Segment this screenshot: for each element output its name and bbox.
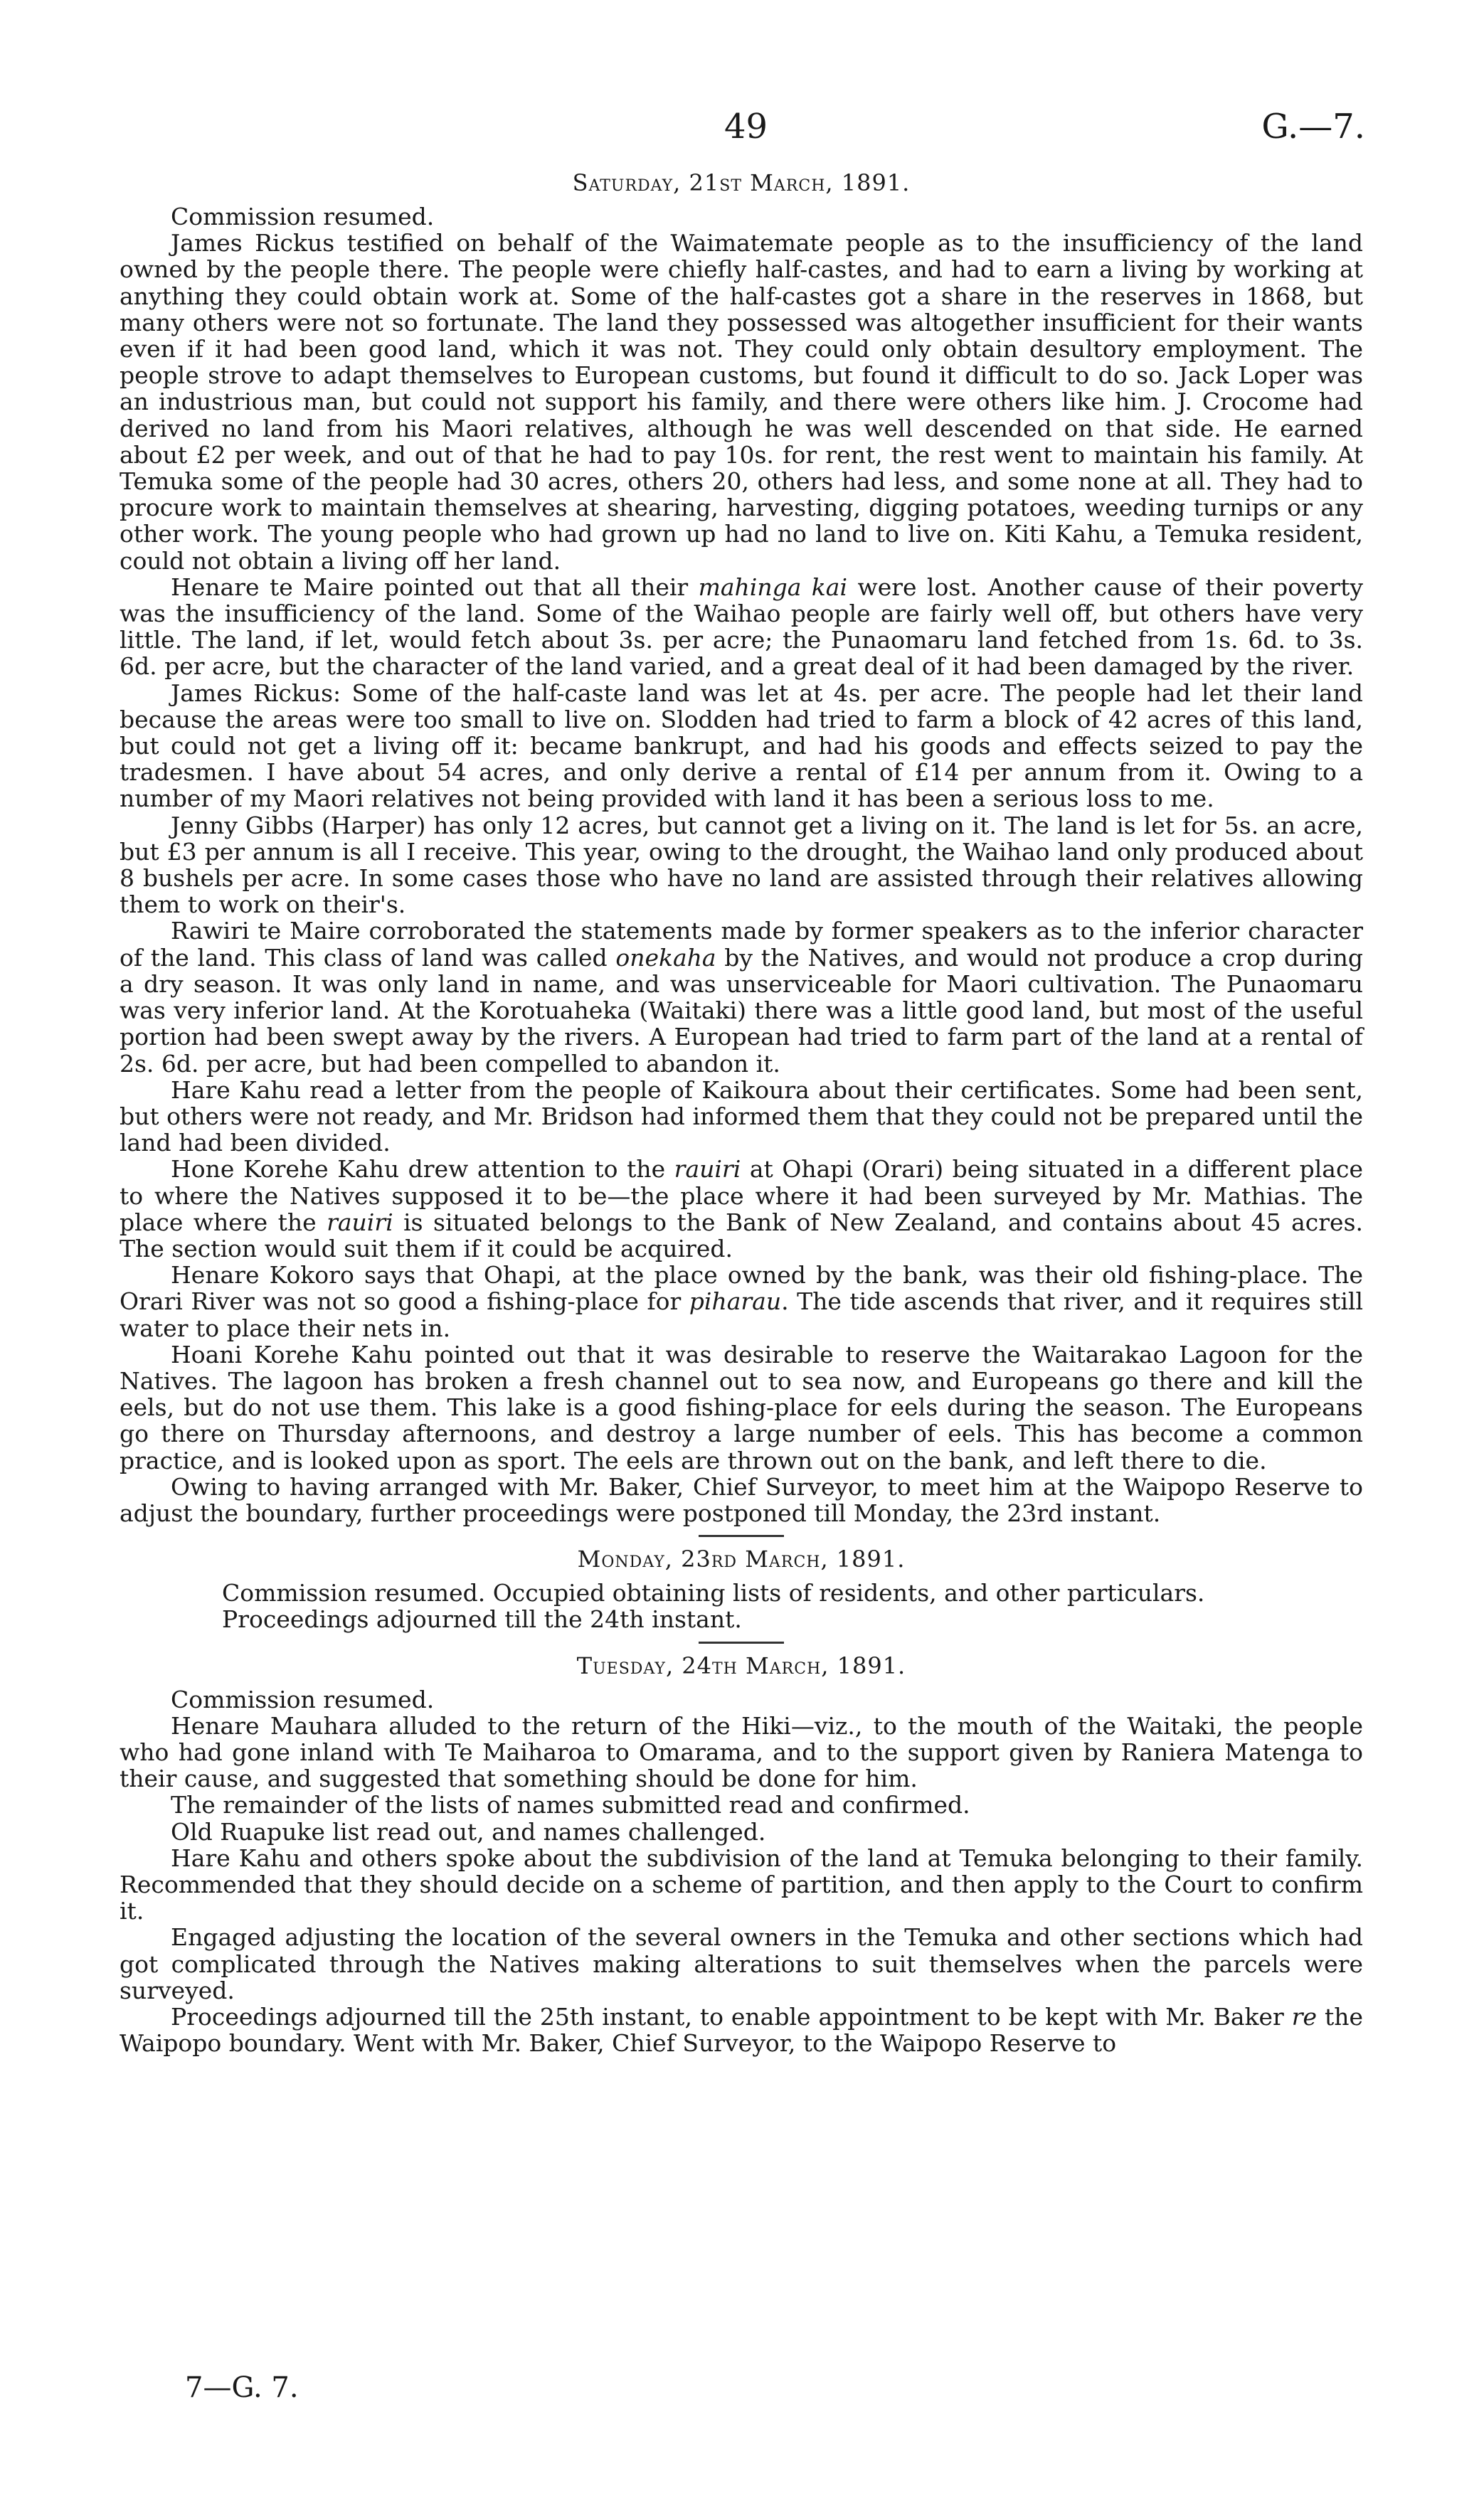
page-number: 49	[724, 107, 768, 147]
saturday-heading: Saturday, 21st March, 1891.	[572, 169, 911, 196]
maori-term: mahinga kai	[698, 573, 848, 601]
document-reference: G.—7.	[1261, 107, 1365, 147]
document-body	[120, 169, 1363, 2056]
maori-term: rauiri	[674, 1155, 741, 1184]
paragraph: Commission resumed.	[171, 1685, 435, 1713]
paragraph: Old Ruapuke list read out, and names challenged.	[171, 1817, 766, 1846]
paragraph: Proceedings adjourned till the 25th instant, to enable appointment to be kept with Mr. Baker re the Waipopo boundary. Went with Mr. Baker, Chief Surveyor, to the Waipopo Reserve to	[120, 2003, 1363, 2058]
paragraph: Rawiri te Maire corroborated the statements made by former speakers as to the inferior character of the land. This class of land was called onekaha by the Natives, and would not produce a crop during a dry season. It was only land in name, and was unserviceable for Maori cultivation. The Punaomaru was very inferior land. At the Korotuaheka (Waitaki) there was a little good land, but most of the useful portion had been swept away by the rivers. A European had tried to farm part of the land at a rental of 2s. 6d. per acre, but had been compelled to abandon it.	[120, 917, 1363, 1078]
paragraph: James Rickus: Some of the half-caste land was let at 4s. per acre. The people had let their land because the areas were too small to live on. Slodden had tried to farm a block of 42 acres of this land, but could not get a living off it: became bankrupt, and had his goods and effects seized to pay the tradesmen. I have about 54 acres, and only derive a rental of £14 per annum from it. Owing to a number of my Maori relatives not being provided with land it has been a serious loss to me.	[120, 679, 1363, 813]
maori-term: rauiri	[327, 1208, 393, 1236]
maori-term: onekaha	[615, 943, 716, 972]
section-divider	[699, 1535, 784, 1537]
paragraph: Henare te Maire pointed out that all their mahinga kai were lost. Another cause of their poverty was the insufficiency of the land. Some of the Waihao people are fairly well off, but others have very little. The land, if let, would fetch about 3s. per acre; the Punaomaru land fetched from 1s. 6d. to 3s. 6d. per acre, but the character of the land varied, and a great deal of it had been damaged by the river.	[120, 573, 1363, 681]
paragraph: Hare Kahu read a letter from the people of Kaikoura about their certificates. Some had been sent, but others were not ready, and Mr. Bridson had informed them that they could not be prepared until the land had been divided.	[120, 1075, 1363, 1157]
paragraph: Hare Kahu and others spoke about the subdivision of the land at Temuka belonging to their family. Recommended that they should decide on a scheme of partition, and then apply to the Court to confirm it.	[120, 1844, 1363, 1925]
latin-term: re	[1291, 2003, 1318, 2031]
tuesday-heading: Tuesday, 24th March, 1891.	[576, 1652, 906, 1679]
paragraph: The remainder of the lists of names submitted read and confirmed.	[171, 1791, 970, 1819]
footer-signature: 7—G. 7.	[185, 2371, 299, 2404]
paragraph: Owing to having arranged with Mr. Baker, Chief Surveyor, to meet him at the Waipopo Reserve to adjust the boundary, further proceedings were postponed till Monday, the 23rd instant.	[120, 1472, 1363, 1527]
paragraph: Proceedings adjourned till the 24th instant.	[222, 1605, 742, 1634]
maori-term: piharau	[689, 1287, 782, 1316]
paragraph: Commission resumed.	[171, 203, 435, 230]
paragraph: Engaged adjusting the location of the several owners in the Temuka and other sections which had got complicated through the Natives making alterations to suit themselves when the parcels were surveyed.	[120, 1923, 1363, 2004]
paragraph: Henare Kokoro says that Ohapi, at the place owned by the bank, was their old fishing-place. The Orari River was not so good a fishing-place for piharau. The tide ascends that river, and it requires still water to place their nets in.	[120, 1261, 1363, 1342]
paragraph: Commission resumed. Occupied obtaining lists of residents, and other particulars.	[222, 1579, 1205, 1607]
section-divider	[699, 1642, 784, 1644]
paragraph: Henare Mauhara alluded to the return of the Hiki—viz., to the mouth of the Waitaki, the people who had gone inland with Te Maiharoa to Omarama, and to the support given by Raniera Matenga to their cause, and suggested that something should be done for him.	[120, 1711, 1363, 1793]
monday-heading: Monday, 23rd March, 1891.	[577, 1546, 906, 1573]
paragraph: Hone Korehe Kahu drew attention to the rauiri at Ohapi (Orari) being situated in a different place to where the Natives supposed it to be—the place where it had been surveyed by Mr. Mathias. The place where the rauiri is situated belongs to the Bank of New Zealand, and contains about 45 acres. The section would suit them if it could be acquired.	[120, 1155, 1363, 1262]
paragraph: Hoani Korehe Kahu pointed out that it was desirable to reserve the Waitarakao Lagoon for the Natives. The lagoon has broken a fresh channel out to sea now, and Europeans go there and kill the eels, but do not use them. This lake is a good fishing-place for eels during the season. The Europeans go there on Thursday afternoons, and destroy a large number of eels. This has become a common practice, and is looked upon as sport. The eels are thrown out on the bank, and left there to die.	[120, 1340, 1363, 1474]
paragraph: James Rickus testified on behalf of the Waimatemate people as to the insufficiency of the land owned by the people there. The people were chiefly half-castes, and had to earn a living by working at anything they could obtain work at. Some of the half-castes got a share in the reserves in 1868, but many others were not so fortunate. The land they possessed was altogether insufficient for their wants even if it had been good land, which it was not. They could only obtain desultory employment. The people strove to adapt themselves to European customs, but found it difficult to do so. Jack Loper was an industrious man, but could not support his family, and there were others like him. J. Crocome had derived no land from his Maori relatives, although he was well descended on that side. He earned about £2 per week, and out of that he had to pay 10s. for rent, the rest went to maintain his family. At Temuka some of the people had 30 acres, others 20, others had less, and some none at all. They had to procure work to maintain themselves at shearing, harvesting, digging potatoes, weeding turnips or any other work. The young people who had grown up had no land to live on. Kiti Kahu, a Temuka resident, could not obtain a living off her land.	[120, 229, 1363, 575]
paragraph: Jenny Gibbs (Harper) has only 12 acres, but cannot get a living on it. The land is let for 5s. an acre, but £3 per annum is all I receive. This year, owing to the drought, the Waihao land only produced about 8 bushels per acre. In some cases those who have no land are assisted through their relatives allowing them to work on their's.	[120, 811, 1363, 919]
